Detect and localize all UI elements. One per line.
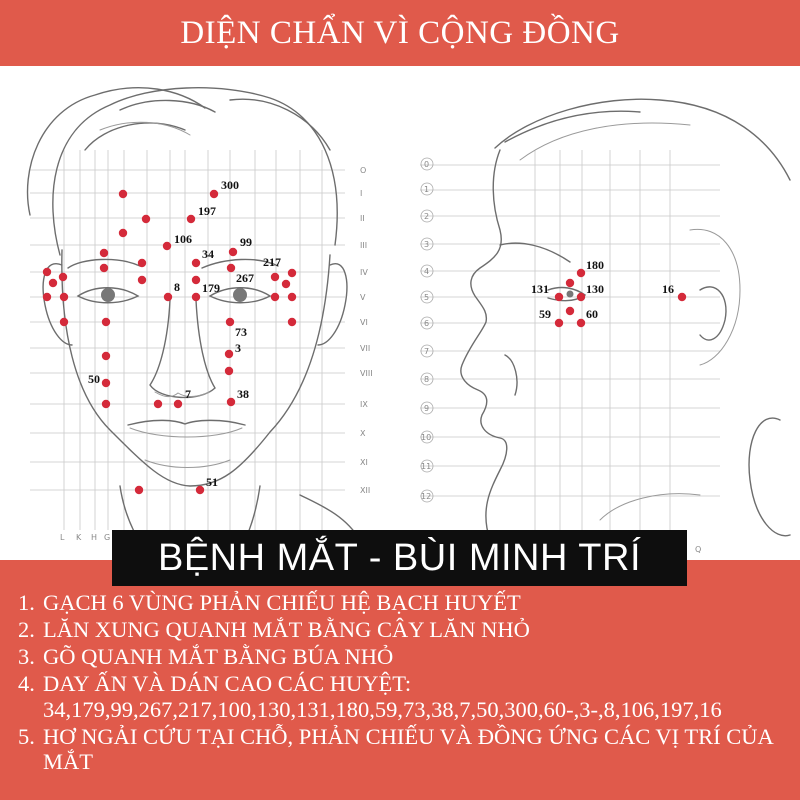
column-mark: K [76, 533, 82, 542]
acupoint-label: 3 [235, 341, 241, 355]
acupoint-label: 8 [174, 280, 180, 294]
row-mark: III [360, 241, 368, 250]
acupoint [142, 215, 150, 223]
step-text: GÕ QUANH MẮT BẰNG BÚA NHỎ [43, 644, 394, 669]
acupoint [288, 293, 296, 301]
row-mark: 10 [421, 433, 432, 442]
row-mark: 4 [424, 267, 430, 276]
acupoint-label: 131 [531, 282, 549, 296]
acupoint-label: 217 [263, 255, 281, 269]
acupoint [225, 350, 233, 358]
acupoint [271, 273, 279, 281]
column-mark: G [104, 533, 111, 542]
acupoint [227, 398, 235, 406]
step-item [18, 590, 788, 616]
step-text: HƠ NGẢI CỨU TẠI CHỖ, PHẢN CHIẾU VÀ ĐỒNG ỨNG CÁC VỊ TRÍ CỦA MẮT [43, 723, 773, 774]
row-mark: I [360, 189, 363, 198]
acupoint-label: 7 [185, 387, 191, 401]
acupoint [226, 318, 234, 326]
acupoint [43, 268, 51, 276]
step-text-block [43, 671, 788, 722]
acupoint [135, 486, 143, 494]
acupoint-label: 59 [539, 307, 551, 321]
acupoint [154, 400, 162, 408]
acupoint-label: 179 [202, 281, 220, 295]
acupoint [288, 318, 296, 326]
row-mark: IX [360, 400, 368, 409]
step-item [18, 724, 788, 775]
side-face-points [555, 269, 686, 327]
acupoint [577, 269, 585, 277]
acupoint [102, 379, 110, 387]
acupoint [227, 264, 235, 272]
acupoint [163, 242, 171, 250]
side-face-grid [420, 150, 720, 530]
acupoint-label: 16 [662, 282, 674, 296]
row-mark: 9 [424, 404, 430, 413]
column-mark: L [60, 533, 65, 542]
acupoint [678, 293, 686, 301]
acupoint [555, 293, 563, 301]
acupoint [138, 259, 146, 267]
step-text: DAY ẤN VÀ DÁN CAO CÁC HUYỆT: [43, 671, 412, 696]
acupoint-label: 197 [198, 204, 216, 218]
acupoint [138, 276, 146, 284]
step-item [18, 644, 788, 670]
face-diagram-panel [0, 66, 800, 560]
acupoint [566, 279, 574, 287]
acupoint-label: 38 [237, 387, 249, 401]
acupoint [555, 319, 563, 327]
acupoint-label: 130 [586, 282, 604, 296]
acupoint [100, 249, 108, 257]
step-number: 1. [18, 590, 35, 615]
acupoint-list: 34,179,99,267,217,100,130,131,180,59,73,38,7,50,300,60-,3-,8,106,197,16 [43, 696, 722, 722]
acupoint-label: 106 [174, 232, 192, 246]
acupoint [229, 248, 237, 256]
step-item [18, 671, 788, 722]
row-mark: XI [360, 458, 368, 467]
row-mark: VII [360, 344, 371, 353]
acupoint-label: 300 [221, 178, 239, 192]
step-number: 2. [18, 617, 35, 642]
acupoint [192, 293, 200, 301]
acupoint [100, 264, 108, 272]
acupoint-label: 60 [586, 307, 598, 321]
acupoint [187, 215, 195, 223]
front-face-points [43, 190, 296, 494]
acupoint-label: 34 [202, 247, 214, 261]
header-bar [0, 0, 800, 66]
step-text: GẠCH 6 VÙNG PHẢN CHIẾU HỆ BẠCH HUYẾT [43, 590, 521, 615]
acupoint [577, 319, 585, 327]
face-diagram [0, 66, 800, 560]
row-mark: IV [360, 268, 368, 277]
step-number: 4. [18, 671, 35, 696]
front-face-labels [88, 178, 281, 489]
acupoint [192, 259, 200, 267]
acupoint [577, 293, 585, 301]
row-mark: 11 [421, 462, 432, 471]
row-mark: VI [360, 318, 368, 327]
acupoint-label: 50 [88, 372, 100, 386]
row-mark: 3 [424, 240, 430, 249]
row-mark: XII [360, 486, 371, 495]
acupoint [102, 318, 110, 326]
row-mark: 1 [424, 185, 430, 194]
acupoint [210, 190, 218, 198]
row-mark: VIII [360, 369, 373, 378]
banner-title: BỆNH MẮT - BÙI MINH TRÍ [157, 536, 641, 579]
row-mark: X [360, 429, 366, 438]
row-mark: 12 [421, 492, 432, 501]
row-mark: II [360, 214, 365, 223]
acupoint-label: 51 [206, 475, 218, 489]
acupoint [119, 229, 127, 237]
acupoint-label: 73 [235, 325, 247, 339]
steps-list [18, 590, 788, 776]
row-mark: V [360, 293, 366, 302]
acupoint [60, 318, 68, 326]
acupoint [196, 486, 204, 494]
acupoint [60, 293, 68, 301]
row-mark: 8 [424, 375, 430, 384]
acupoint [282, 280, 290, 288]
row-mark: 0 [424, 160, 430, 169]
acupoint [59, 273, 67, 281]
column-mark: Q [695, 545, 702, 554]
acupoint-label: 99 [240, 235, 252, 249]
step-number: 3. [18, 644, 35, 669]
row-mark: 5 [424, 293, 430, 302]
acupoint [49, 279, 57, 287]
acupoint-label: 180 [586, 258, 604, 272]
acupoint [102, 400, 110, 408]
acupoint [174, 400, 182, 408]
acupoint [43, 293, 51, 301]
row-mark: O [360, 166, 367, 175]
step-item [18, 617, 788, 643]
acupoint [164, 293, 172, 301]
step-number: 5. [18, 723, 35, 749]
acupoint [566, 307, 574, 315]
page-title: DIỆN CHẨN VÌ CỘNG ĐỒNG [180, 14, 620, 51]
acupoint-label: 267 [236, 271, 254, 285]
side-face-labels [531, 258, 674, 321]
acupoint [271, 293, 279, 301]
acupoint [225, 367, 233, 375]
row-mark: 7 [424, 347, 430, 356]
acupoint [119, 190, 127, 198]
front-face-grid [30, 150, 345, 530]
title-banner [112, 530, 687, 586]
row-mark: 6 [424, 319, 430, 328]
acupoint [288, 269, 296, 277]
acupoint [102, 352, 110, 360]
acupoint [192, 276, 200, 284]
column-mark: H [91, 533, 98, 542]
row-mark: 2 [424, 212, 430, 221]
step-text: LĂN XUNG QUANH MẮT BẰNG CÂY LĂN NHỎ [43, 617, 530, 642]
